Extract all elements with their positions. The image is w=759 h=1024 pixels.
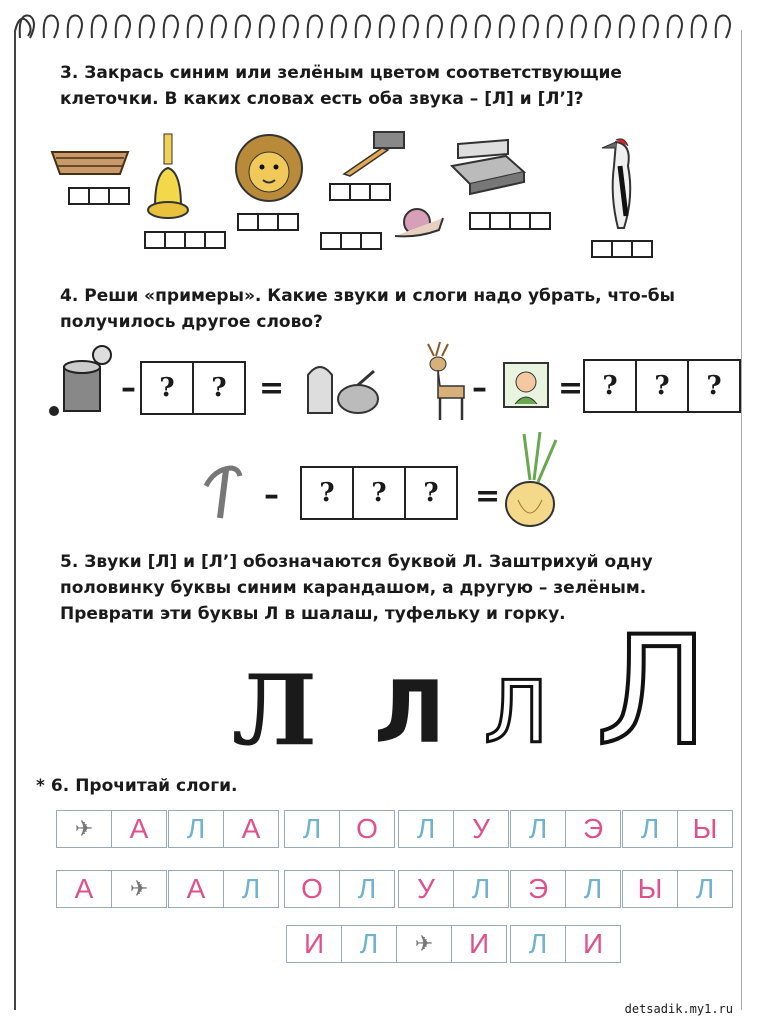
syllable-letter: У: [399, 871, 454, 907]
syllable-card[interactable]: [510, 925, 621, 963]
answer-cell[interactable]: ?: [706, 371, 722, 401]
syllable-letter: Л: [169, 811, 224, 847]
letter-l-tent[interactable]: Л: [232, 654, 317, 767]
task-5-text: 5. Звуки [Л] и [Л’] обозначаются буквой Л. Заштрихуй одну половинку буквы синим карандашом, а другую – зелёным. Преврати эти буквы Л в шалаш, туфельку и горку.: [60, 552, 653, 624]
syllable-card[interactable]: [56, 810, 167, 848]
deer-picture: [418, 338, 470, 422]
syllable-letter: А: [129, 813, 149, 844]
syllable-letter: Э: [582, 813, 604, 844]
word-slot-bell[interactable]: [144, 231, 226, 249]
airplane-icon: ✈: [57, 811, 112, 847]
footer-site: detsadik.my1.ru: [624, 1002, 733, 1016]
syllable-card[interactable]: [286, 925, 397, 963]
letter-l-hill[interactable]: Л: [484, 663, 549, 763]
syllable-letter: Л: [399, 811, 454, 847]
syllable-card[interactable]: [510, 810, 621, 848]
syllable-letter: Л: [359, 928, 379, 959]
word-slot-boat[interactable]: [68, 187, 130, 205]
airplane-icon: ✈: [397, 926, 452, 962]
syllable-card[interactable]: [510, 870, 621, 908]
word-slot-plasticine[interactable]: [469, 212, 551, 230]
answer-box-1[interactable]: [140, 361, 246, 415]
syllable-letter: Ы: [623, 871, 678, 907]
answer-cell[interactable]: ?: [211, 373, 227, 403]
syllable-letter: Л: [583, 873, 603, 904]
answer-cell[interactable]: ?: [142, 363, 194, 413]
syllable-letter: А: [57, 871, 112, 907]
syllable-card[interactable]: [56, 870, 167, 908]
answer-cell[interactable]: ?: [637, 361, 689, 411]
word-slot-snail[interactable]: [320, 232, 382, 250]
minus-sign: –: [472, 371, 487, 406]
equals-sign: =: [259, 371, 285, 406]
syllable-card[interactable]: [396, 925, 507, 963]
minus-sign: –: [264, 478, 279, 513]
answer-box-2[interactable]: [583, 359, 741, 413]
letter-l-outline[interactable]: Л: [596, 605, 709, 779]
syllable-letter: Л: [471, 873, 491, 904]
bell-picture: [145, 132, 191, 222]
syllable-letter: А: [241, 813, 261, 844]
syllable-letter: И: [468, 928, 490, 959]
answer-cell[interactable]: ?: [585, 361, 637, 411]
lion-picture: [233, 132, 305, 204]
syllable-card[interactable]: [168, 810, 279, 848]
syllable-letter: У: [472, 813, 490, 844]
salt-shaker-bowl-picture: [300, 355, 380, 419]
syllable-card[interactable]: [284, 810, 395, 848]
can-picture: [46, 345, 116, 423]
answer-cell[interactable]: ?: [423, 478, 439, 508]
syllable-card[interactable]: [398, 870, 509, 908]
girl-portrait-picture: [503, 362, 549, 408]
task-4-text: 4. Реши «примеры». Какие звуки и слоги надо убрать, что-бы получилось другое слово?: [60, 286, 676, 332]
syllable-letter: Л: [695, 873, 715, 904]
syllable-letter: Л: [623, 811, 678, 847]
snail-picture: [393, 200, 445, 240]
syllable-letter: Л: [285, 811, 340, 847]
syllable-letter: Л: [511, 926, 566, 962]
syllable-letter: Ы: [692, 813, 718, 844]
answer-cell[interactable]: ?: [354, 468, 406, 518]
syllable-card[interactable]: [622, 870, 733, 908]
syllable-letter: О: [356, 813, 378, 844]
syllable-card[interactable]: [398, 810, 509, 848]
answer-cell[interactable]: ?: [302, 468, 354, 518]
word-slot-hammer[interactable]: [329, 183, 391, 201]
equals-sign: =: [475, 479, 501, 514]
hammer-picture: [338, 128, 408, 178]
syllable-letter: Л: [511, 811, 566, 847]
syllable-letter: И: [287, 926, 342, 962]
syllable-letter: Л: [357, 873, 377, 904]
minus-sign: –: [121, 371, 136, 406]
woodpecker-picture: [598, 136, 642, 232]
syllable-card[interactable]: [168, 870, 279, 908]
syllable-letter: О: [285, 871, 340, 907]
boat-picture: [50, 140, 130, 180]
letter-l-shoe[interactable]: Л: [374, 663, 446, 763]
syllable-letter: Э: [511, 871, 566, 907]
syllable-letter: А: [169, 871, 224, 907]
airplane-icon: ✈: [129, 876, 149, 901]
task-6-text: * 6. Прочитай слоги.: [36, 776, 238, 796]
letter-y-picture: [200, 462, 244, 522]
syllable-letter: И: [582, 928, 604, 959]
word-slot-woodpecker[interactable]: [591, 240, 653, 258]
plasticine-box-picture: [448, 138, 526, 198]
word-slot-lion[interactable]: [237, 213, 299, 231]
syllable-card[interactable]: [284, 870, 395, 908]
equals-sign: =: [558, 371, 584, 406]
answer-box-3[interactable]: [300, 466, 458, 520]
onion-picture: [500, 430, 570, 530]
syllable-letter: Л: [241, 873, 261, 904]
syllable-card[interactable]: [622, 810, 733, 848]
task-3-text: 3. Закрась синим или зелёным цветом соответствующие клеточки. В каких словах есть оба звука – [Л] и [Л’]?: [60, 63, 622, 109]
